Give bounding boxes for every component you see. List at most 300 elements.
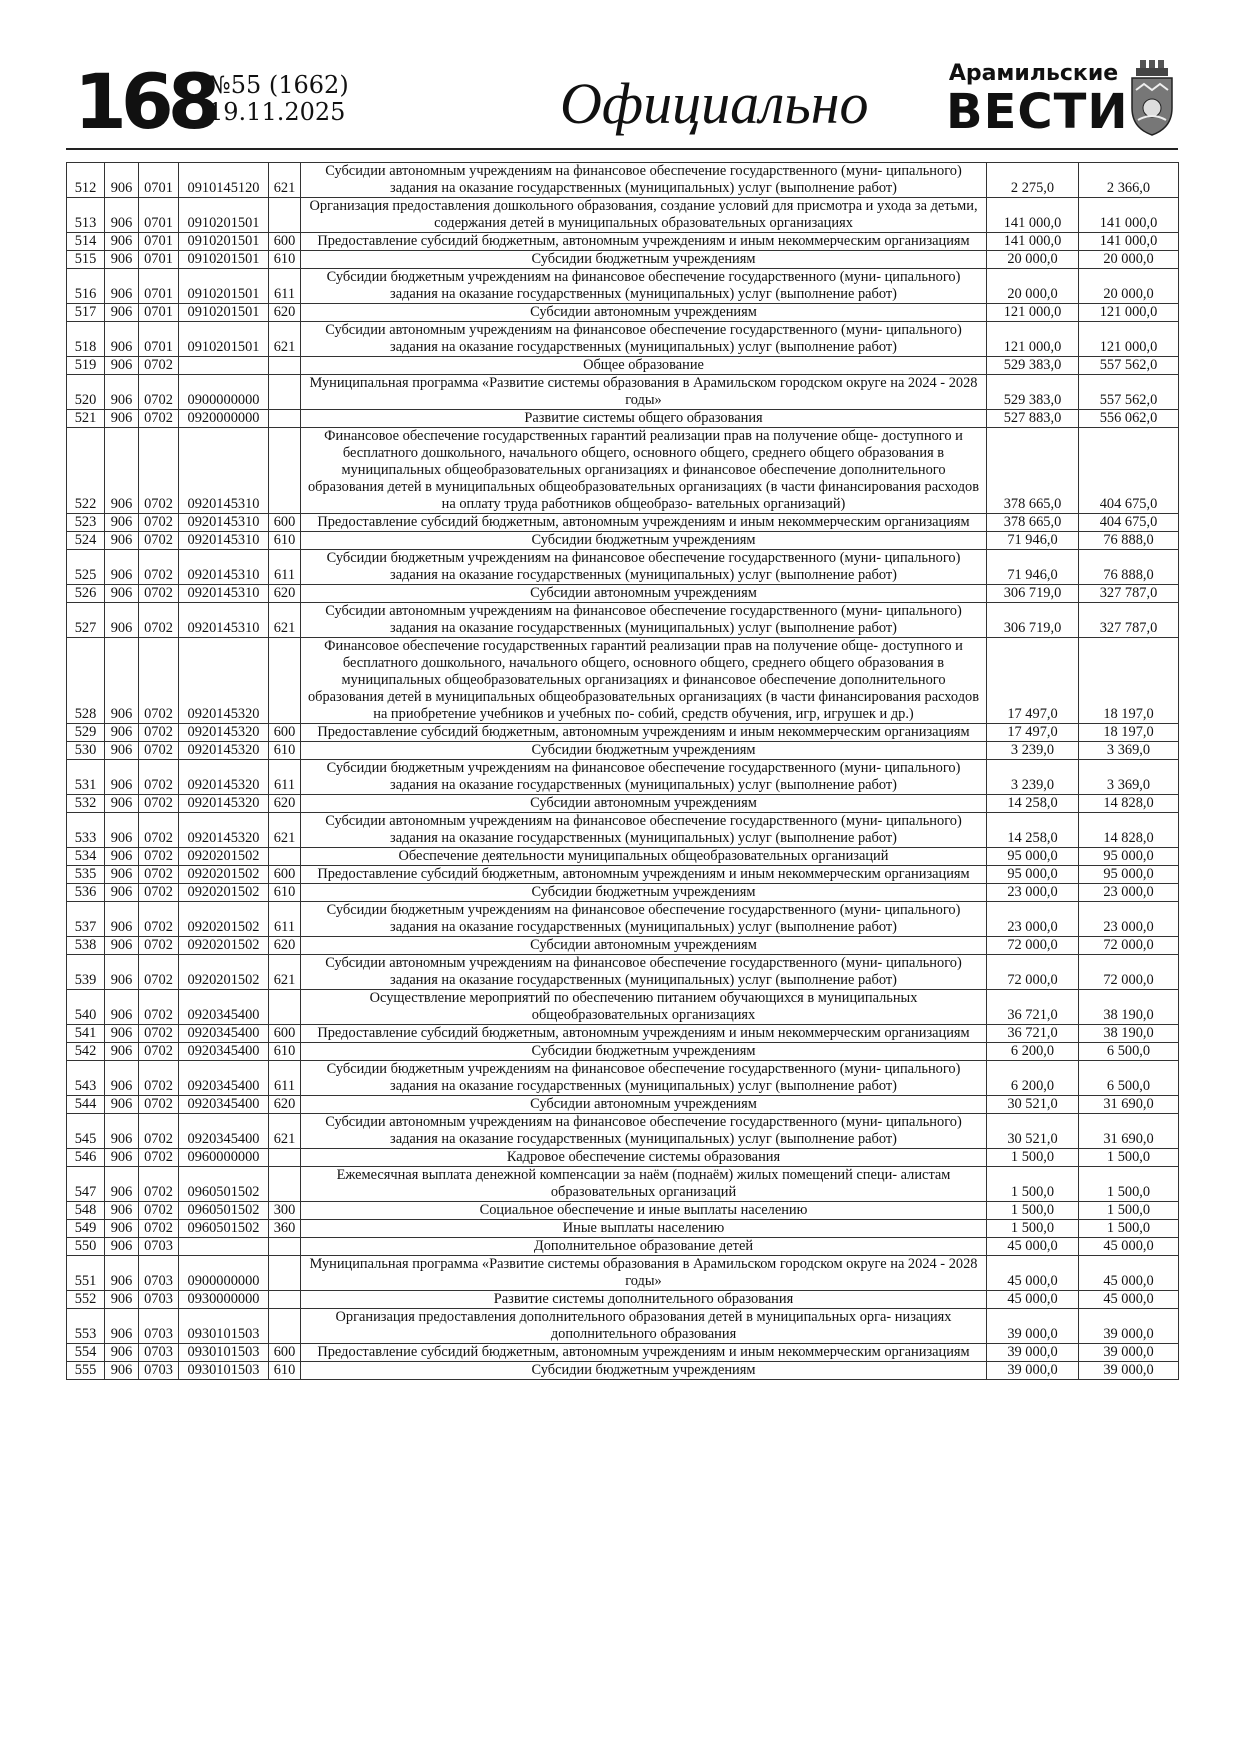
row-number: 527 — [67, 603, 105, 638]
expense-description: Обеспечение деятельности муниципальных общеобразовательных организаций — [301, 848, 987, 866]
target-article-code: 0910201501 — [179, 233, 269, 251]
section-code: 0702 — [139, 795, 179, 813]
target-article-code: 0920145320 — [179, 760, 269, 795]
amount-year-2: 95 000,0 — [1079, 848, 1179, 866]
expense-description: Организация предоставления дополнительного образования детей в муниципальных орга- низациях дополнительного образования — [301, 1309, 987, 1344]
page-number: 168 — [74, 57, 215, 146]
expense-description: Субсидии бюджетным учреждениям на финансовое обеспечение государственного (муни- ципального) задания на оказание государственных (муниципальных) услуг (выполнение работ) — [301, 1061, 987, 1096]
target-article-code: 0920201502 — [179, 884, 269, 902]
target-article-code: 0920145310 — [179, 532, 269, 550]
expense-type-code: 620 — [269, 795, 301, 813]
row-number: 549 — [67, 1220, 105, 1238]
table-row — [67, 1149, 1179, 1167]
amount-year-2: 2 366,0 — [1079, 163, 1179, 198]
amount-year-2: 14 828,0 — [1079, 795, 1179, 813]
expense-type-code — [269, 1149, 301, 1167]
table-row — [67, 848, 1179, 866]
department-code: 906 — [105, 163, 139, 198]
row-number: 522 — [67, 428, 105, 514]
department-code: 906 — [105, 1167, 139, 1202]
amount-year-1: 17 497,0 — [987, 724, 1079, 742]
target-article-code: 0920345400 — [179, 1096, 269, 1114]
section-code: 0702 — [139, 428, 179, 514]
table-row — [67, 1256, 1179, 1291]
section-code: 0702 — [139, 1114, 179, 1149]
row-number: 521 — [67, 410, 105, 428]
section-code: 0702 — [139, 532, 179, 550]
amount-year-1: 1 500,0 — [987, 1220, 1079, 1238]
amount-year-1: 306 719,0 — [987, 585, 1079, 603]
department-code: 906 — [105, 1025, 139, 1043]
department-code: 906 — [105, 1309, 139, 1344]
department-code: 906 — [105, 603, 139, 638]
target-article-code: 0930101503 — [179, 1344, 269, 1362]
amount-year-1: 45 000,0 — [987, 1238, 1079, 1256]
amount-year-1: 2 275,0 — [987, 163, 1079, 198]
expense-description: Субсидии бюджетным учреждениям на финансовое обеспечение государственного (муни- ципального) задания на оказание государственных (муниципальных) услуг (выполнение работ) — [301, 760, 987, 795]
department-code: 906 — [105, 514, 139, 532]
expense-type-code: 621 — [269, 163, 301, 198]
amount-year-2: 14 828,0 — [1079, 813, 1179, 848]
target-article-code: 0920000000 — [179, 410, 269, 428]
expense-type-code: 621 — [269, 955, 301, 990]
table-row — [67, 251, 1179, 269]
department-code: 906 — [105, 848, 139, 866]
row-number: 539 — [67, 955, 105, 990]
row-number: 541 — [67, 1025, 105, 1043]
section-code: 0703 — [139, 1291, 179, 1309]
department-code: 906 — [105, 269, 139, 304]
table-row — [67, 955, 1179, 990]
department-code: 906 — [105, 742, 139, 760]
row-number: 550 — [67, 1238, 105, 1256]
row-number: 530 — [67, 742, 105, 760]
department-code: 906 — [105, 760, 139, 795]
department-code: 906 — [105, 990, 139, 1025]
table-row — [67, 884, 1179, 902]
budget-table — [66, 162, 1179, 1380]
section-code: 0701 — [139, 304, 179, 322]
section-code: 0702 — [139, 514, 179, 532]
expense-description: Предоставление субсидий бюджетным, автономным учреждениям и иным некоммерческим организациям — [301, 1025, 987, 1043]
table-row — [67, 603, 1179, 638]
amount-year-1: 14 258,0 — [987, 813, 1079, 848]
expense-description: Субсидии бюджетным учреждениям на финансовое обеспечение государственного (муни- ципального) задания на оказание государственных (муниципальных) услуг (выполнение работ) — [301, 269, 987, 304]
department-code: 906 — [105, 638, 139, 724]
expense-description: Социальное обеспечение и иные выплаты населению — [301, 1202, 987, 1220]
department-code: 906 — [105, 322, 139, 357]
amount-year-2: 38 190,0 — [1079, 1025, 1179, 1043]
expense-description: Предоставление субсидий бюджетным, автономным учреждениям и иным некоммерческим организациям — [301, 724, 987, 742]
expense-type-code: 611 — [269, 1061, 301, 1096]
amount-year-2: 72 000,0 — [1079, 937, 1179, 955]
target-article-code: 0920145320 — [179, 813, 269, 848]
target-article-code: 0960000000 — [179, 1149, 269, 1167]
expense-type-code: 600 — [269, 724, 301, 742]
table-row — [67, 550, 1179, 585]
expense-description: Осуществление мероприятий по обеспечению питанием обучающихся в муниципальных общеобразовательных организациях — [301, 990, 987, 1025]
section-code: 0702 — [139, 937, 179, 955]
amount-year-2: 23 000,0 — [1079, 902, 1179, 937]
row-number: 533 — [67, 813, 105, 848]
target-article-code — [179, 357, 269, 375]
target-article-code: 0920145320 — [179, 638, 269, 724]
amount-year-1: 72 000,0 — [987, 955, 1079, 990]
section-code: 0702 — [139, 1202, 179, 1220]
table-row — [67, 357, 1179, 375]
amount-year-1: 527 883,0 — [987, 410, 1079, 428]
expense-description: Дополнительное образование детей — [301, 1238, 987, 1256]
amount-year-1: 30 521,0 — [987, 1096, 1079, 1114]
amount-year-1: 141 000,0 — [987, 198, 1079, 233]
department-code: 906 — [105, 1061, 139, 1096]
amount-year-2: 121 000,0 — [1079, 322, 1179, 357]
row-number: 514 — [67, 233, 105, 251]
amount-year-2: 557 562,0 — [1079, 357, 1179, 375]
department-code: 906 — [105, 1238, 139, 1256]
amount-year-2: 556 062,0 — [1079, 410, 1179, 428]
amount-year-1: 23 000,0 — [987, 902, 1079, 937]
header-divider — [66, 148, 1178, 150]
table-row — [67, 163, 1179, 198]
section-code: 0703 — [139, 1256, 179, 1291]
target-article-code: 0920201502 — [179, 937, 269, 955]
section-code: 0702 — [139, 357, 179, 375]
expense-type-code — [269, 848, 301, 866]
amount-year-1: 1 500,0 — [987, 1149, 1079, 1167]
row-number: 531 — [67, 760, 105, 795]
table-row — [67, 322, 1179, 357]
expense-type-code — [269, 1256, 301, 1291]
expense-type-code — [269, 1167, 301, 1202]
amount-year-1: 3 239,0 — [987, 742, 1079, 760]
row-number: 524 — [67, 532, 105, 550]
section-code: 0702 — [139, 724, 179, 742]
department-code: 906 — [105, 357, 139, 375]
target-article-code: 0920145310 — [179, 585, 269, 603]
newspaper-logo — [946, 61, 1129, 140]
expense-type-code: 620 — [269, 585, 301, 603]
section-code: 0701 — [139, 198, 179, 233]
table-row — [67, 410, 1179, 428]
table-row — [67, 1362, 1179, 1380]
section-code: 0702 — [139, 1167, 179, 1202]
table-row — [67, 902, 1179, 937]
section-code: 0702 — [139, 866, 179, 884]
expense-description: Субсидии бюджетным учреждениям — [301, 1362, 987, 1380]
expense-description: Общее образование — [301, 357, 987, 375]
row-number: 518 — [67, 322, 105, 357]
target-article-code: 0960501502 — [179, 1167, 269, 1202]
table-row — [67, 198, 1179, 233]
issue-number: №55 (1662) — [208, 71, 349, 99]
row-number: 536 — [67, 884, 105, 902]
target-article-code: 0920201502 — [179, 866, 269, 884]
expense-type-code — [269, 1291, 301, 1309]
amount-year-2: 18 197,0 — [1079, 638, 1179, 724]
section-code: 0701 — [139, 322, 179, 357]
target-article-code: 0920145310 — [179, 603, 269, 638]
section-code: 0702 — [139, 760, 179, 795]
amount-year-2: 76 888,0 — [1079, 532, 1179, 550]
target-article-code: 0930101503 — [179, 1362, 269, 1380]
target-article-code: 0920345400 — [179, 1025, 269, 1043]
expense-description: Ежемесячная выплата денежной компенсации за наём (поднаём) жилых помещений специ- алистам образовательных организаций — [301, 1167, 987, 1202]
section-code: 0702 — [139, 848, 179, 866]
row-number: 512 — [67, 163, 105, 198]
row-number: 545 — [67, 1114, 105, 1149]
expense-type-code — [269, 1309, 301, 1344]
expense-type-code — [269, 410, 301, 428]
row-number: 519 — [67, 357, 105, 375]
amount-year-1: 71 946,0 — [987, 550, 1079, 585]
amount-year-2: 20 000,0 — [1079, 269, 1179, 304]
target-article-code: 0920345400 — [179, 990, 269, 1025]
target-article-code: 0910201501 — [179, 304, 269, 322]
expense-description: Субсидии автономным учреждениям — [301, 795, 987, 813]
expense-type-code: 621 — [269, 603, 301, 638]
expense-description: Финансовое обеспечение государственных гарантий реализации прав на получение обще- доступного и бесплатного дошкольного, начального общего, основного общего, среднего общего образования в муниципальных общеобразовательных организациях и финансовое обеспечение дополнительного образования детей в муниципальных общеобразовательных организациях (в части финансирования расходов на приобретение учебников и учебных по- собий, средств обучения, игр, игрушек и др.) — [301, 638, 987, 724]
table-row — [67, 866, 1179, 884]
expense-description: Кадровое обеспечение системы образования — [301, 1149, 987, 1167]
section-code: 0702 — [139, 603, 179, 638]
amount-year-1: 20 000,0 — [987, 269, 1079, 304]
table-row — [67, 795, 1179, 813]
amount-year-2: 18 197,0 — [1079, 724, 1179, 742]
table-row — [67, 1238, 1179, 1256]
department-code: 906 — [105, 1344, 139, 1362]
amount-year-1: 378 665,0 — [987, 428, 1079, 514]
target-article-code: 0910201501 — [179, 198, 269, 233]
table-row — [67, 1061, 1179, 1096]
row-number: 537 — [67, 902, 105, 937]
department-code: 906 — [105, 1096, 139, 1114]
expense-type-code: 621 — [269, 813, 301, 848]
department-code: 906 — [105, 884, 139, 902]
section-code: 0702 — [139, 813, 179, 848]
department-code: 906 — [105, 304, 139, 322]
row-number: 547 — [67, 1167, 105, 1202]
section-code: 0702 — [139, 638, 179, 724]
department-code: 906 — [105, 532, 139, 550]
section-code: 0702 — [139, 884, 179, 902]
expense-type-code: 610 — [269, 1043, 301, 1061]
department-code: 906 — [105, 866, 139, 884]
amount-year-1: 39 000,0 — [987, 1362, 1079, 1380]
amount-year-1: 36 721,0 — [987, 1025, 1079, 1043]
amount-year-1: 36 721,0 — [987, 990, 1079, 1025]
section-code: 0701 — [139, 269, 179, 304]
department-code: 906 — [105, 813, 139, 848]
department-code: 906 — [105, 1256, 139, 1291]
row-number: 544 — [67, 1096, 105, 1114]
table-row — [67, 514, 1179, 532]
expense-type-code: 621 — [269, 1114, 301, 1149]
section-code: 0702 — [139, 585, 179, 603]
department-code: 906 — [105, 410, 139, 428]
target-article-code: 0910145120 — [179, 163, 269, 198]
section-code: 0702 — [139, 375, 179, 410]
row-number: 554 — [67, 1344, 105, 1362]
section-title: Официально — [560, 71, 869, 136]
table-row — [67, 1220, 1179, 1238]
row-number: 551 — [67, 1256, 105, 1291]
amount-year-1: 529 383,0 — [987, 375, 1079, 410]
target-article-code: 0920145310 — [179, 428, 269, 514]
row-number: 520 — [67, 375, 105, 410]
expense-description: Субсидии автономным учреждениям на финансовое обеспечение государственного (муни- ципального) задания на оказание государственных (муниципальных) услуг (выполнение работ) — [301, 813, 987, 848]
amount-year-1: 121 000,0 — [987, 304, 1079, 322]
amount-year-1: 6 200,0 — [987, 1043, 1079, 1061]
expense-description: Организация предоставления дошкольного образования, создание условий для присмотра и ухода за детьми, содержания детей в муниципальных образовательных организациях — [301, 198, 987, 233]
row-number: 538 — [67, 937, 105, 955]
expense-type-code: 611 — [269, 760, 301, 795]
amount-year-1: 39 000,0 — [987, 1344, 1079, 1362]
expense-description: Субсидии бюджетным учреждениям на финансовое обеспечение государственного (муни- ципального) задания на оказание государственных (муниципальных) услуг (выполнение работ) — [301, 902, 987, 937]
amount-year-1: 3 239,0 — [987, 760, 1079, 795]
expense-type-code — [269, 1238, 301, 1256]
issue-date: 19.11.2025 — [208, 98, 346, 126]
department-code: 906 — [105, 1149, 139, 1167]
amount-year-2: 39 000,0 — [1079, 1344, 1179, 1362]
amount-year-2: 121 000,0 — [1079, 304, 1179, 322]
target-article-code: 0960501502 — [179, 1220, 269, 1238]
table-row — [67, 638, 1179, 724]
section-code: 0701 — [139, 163, 179, 198]
department-code: 906 — [105, 1202, 139, 1220]
amount-year-2: 3 369,0 — [1079, 760, 1179, 795]
target-article-code: 0920145310 — [179, 514, 269, 532]
expense-type-code: 610 — [269, 532, 301, 550]
table-row — [67, 937, 1179, 955]
table-row — [67, 1344, 1179, 1362]
expense-description: Субсидии бюджетным учреждениям — [301, 532, 987, 550]
amount-year-1: 23 000,0 — [987, 884, 1079, 902]
section-code: 0702 — [139, 1096, 179, 1114]
amount-year-2: 327 787,0 — [1079, 585, 1179, 603]
amount-year-1: 95 000,0 — [987, 848, 1079, 866]
table-row — [67, 1096, 1179, 1114]
target-article-code: 0920145320 — [179, 724, 269, 742]
target-article-code: 0910201501 — [179, 251, 269, 269]
expense-description: Развитие системы дополнительного образования — [301, 1291, 987, 1309]
amount-year-1: 71 946,0 — [987, 532, 1079, 550]
table-row — [67, 1114, 1179, 1149]
row-number: 517 — [67, 304, 105, 322]
target-article-code: 0920345400 — [179, 1114, 269, 1149]
section-code: 0703 — [139, 1344, 179, 1362]
department-code: 906 — [105, 902, 139, 937]
target-article-code: 0920145310 — [179, 550, 269, 585]
amount-year-1: 95 000,0 — [987, 866, 1079, 884]
expense-description: Субсидии бюджетным учреждениям — [301, 1043, 987, 1061]
department-code: 906 — [105, 198, 139, 233]
amount-year-2: 20 000,0 — [1079, 251, 1179, 269]
coat-of-arms-icon — [1130, 60, 1174, 136]
row-number: 515 — [67, 251, 105, 269]
section-code: 0703 — [139, 1309, 179, 1344]
target-article-code: 0920345400 — [179, 1043, 269, 1061]
expense-description: Субсидии бюджетным учреждениям — [301, 742, 987, 760]
table-row — [67, 813, 1179, 848]
target-article-code: 0900000000 — [179, 1256, 269, 1291]
expense-description: Субсидии автономным учреждениям — [301, 937, 987, 955]
target-article-code: 0920201502 — [179, 848, 269, 866]
expense-type-code — [269, 428, 301, 514]
expense-description: Субсидии бюджетным учреждениям — [301, 251, 987, 269]
logo-top-word: Арамильские — [948, 61, 1119, 86]
department-code: 906 — [105, 937, 139, 955]
section-code: 0702 — [139, 902, 179, 937]
section-code: 0702 — [139, 1043, 179, 1061]
table-row — [67, 1202, 1179, 1220]
amount-year-2: 45 000,0 — [1079, 1256, 1179, 1291]
expense-type-code: 600 — [269, 1025, 301, 1043]
row-number: 516 — [67, 269, 105, 304]
department-code: 906 — [105, 1114, 139, 1149]
amount-year-1: 72 000,0 — [987, 937, 1079, 955]
expense-description: Муниципальная программа «Развитие системы образования в Арамильском городском округе на 2024 - 2028 годы» — [301, 375, 987, 410]
expense-type-code: 621 — [269, 322, 301, 357]
expense-type-code: 600 — [269, 514, 301, 532]
amount-year-2: 1 500,0 — [1079, 1149, 1179, 1167]
expense-type-code — [269, 357, 301, 375]
amount-year-2: 327 787,0 — [1079, 603, 1179, 638]
section-code: 0701 — [139, 233, 179, 251]
table-row — [67, 1291, 1179, 1309]
department-code: 906 — [105, 233, 139, 251]
department-code: 906 — [105, 585, 139, 603]
table-row — [67, 428, 1179, 514]
department-code: 906 — [105, 1362, 139, 1380]
expense-type-code: 600 — [269, 1344, 301, 1362]
expense-description: Предоставление субсидий бюджетным, автономным учреждениям и иным некоммерческим организациям — [301, 514, 987, 532]
table-row — [67, 760, 1179, 795]
section-code: 0702 — [139, 990, 179, 1025]
target-article-code: 0920345400 — [179, 1061, 269, 1096]
amount-year-1: 20 000,0 — [987, 251, 1079, 269]
amount-year-1: 306 719,0 — [987, 603, 1079, 638]
expense-type-code: 620 — [269, 304, 301, 322]
target-article-code: 0920145320 — [179, 742, 269, 760]
row-number: 532 — [67, 795, 105, 813]
amount-year-2: 31 690,0 — [1079, 1114, 1179, 1149]
amount-year-1: 121 000,0 — [987, 322, 1079, 357]
department-code: 906 — [105, 375, 139, 410]
section-code: 0702 — [139, 1061, 179, 1096]
expense-description: Предоставление субсидий бюджетным, автономным учреждениям и иным некоммерческим организациям — [301, 1344, 987, 1362]
section-code: 0702 — [139, 1220, 179, 1238]
expense-type-code: 611 — [269, 550, 301, 585]
amount-year-1: 1 500,0 — [987, 1167, 1079, 1202]
table-row — [67, 724, 1179, 742]
expense-type-code: 360 — [269, 1220, 301, 1238]
section-code: 0701 — [139, 251, 179, 269]
amount-year-2: 23 000,0 — [1079, 884, 1179, 902]
amount-year-2: 6 500,0 — [1079, 1061, 1179, 1096]
amount-year-2: 38 190,0 — [1079, 990, 1179, 1025]
table-row — [67, 742, 1179, 760]
department-code: 906 — [105, 1220, 139, 1238]
expense-description: Финансовое обеспечение государственных гарантий реализации прав на получение обще- доступного и бесплатного дошкольного, начального общего, основного общего, среднего общего образования в муниципальных общеобразовательных организациях и финансовое обеспечение дополнительного образования детей в муниципальных общеобразовательных организациях (в части финансирования расходов на оплату труда работников общеобразо- вательных организаций) — [301, 428, 987, 514]
amount-year-2: 39 000,0 — [1079, 1309, 1179, 1344]
target-article-code: 0960501502 — [179, 1202, 269, 1220]
target-article-code: 0920201502 — [179, 902, 269, 937]
amount-year-2: 72 000,0 — [1079, 955, 1179, 990]
amount-year-2: 95 000,0 — [1079, 866, 1179, 884]
amount-year-2: 45 000,0 — [1079, 1238, 1179, 1256]
department-code: 906 — [105, 428, 139, 514]
